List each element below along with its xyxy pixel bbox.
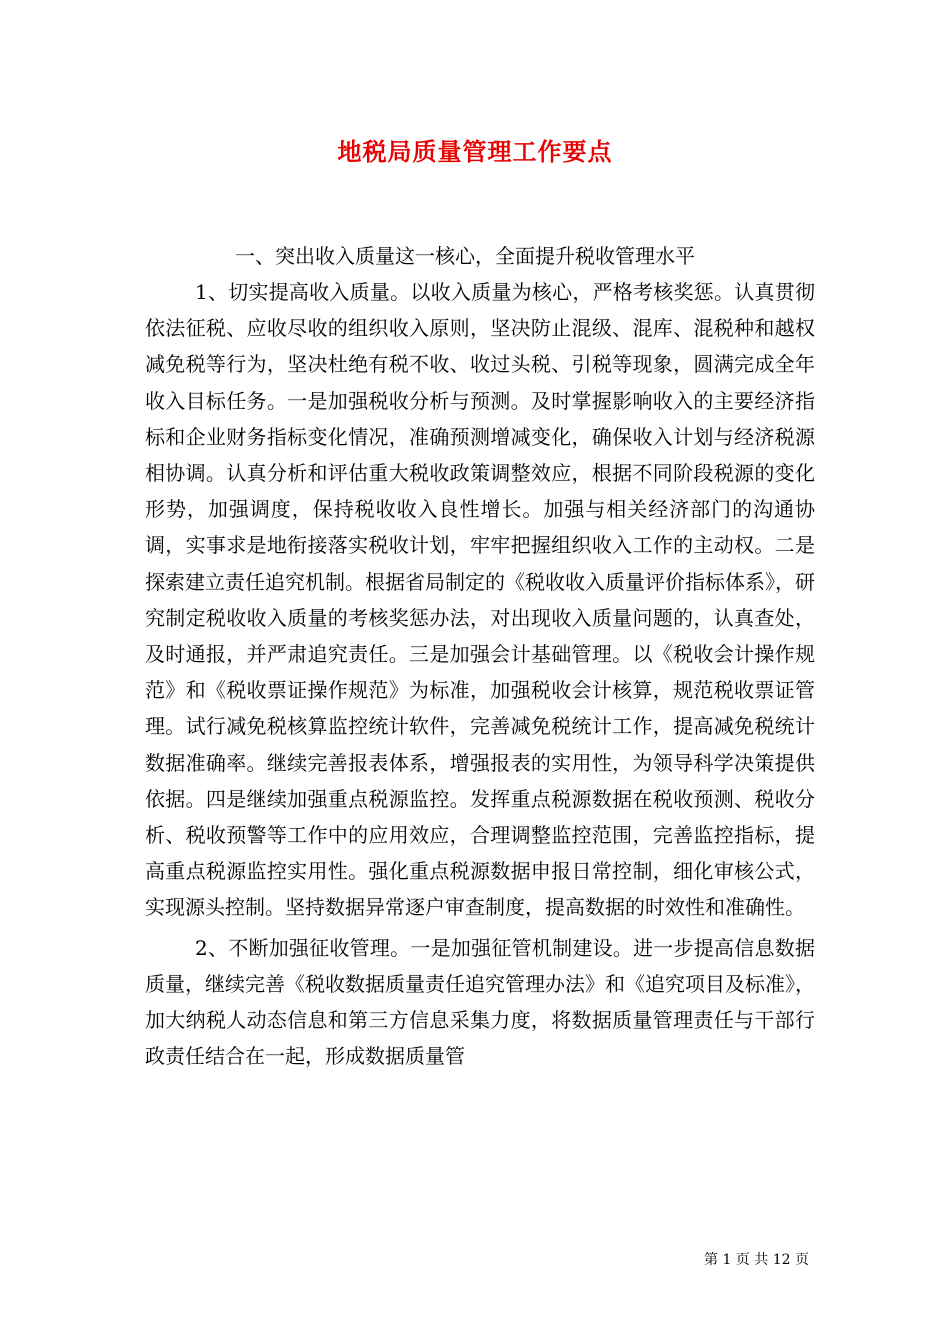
body-paragraph-1: 1、切实提高收入质量。以收入质量为核心，严格考核奖惩。认真贯彻依法征税、应收尽收的组织收入原则，坚决防止混级、混库、混税种和越权减免税等行为，坚决杜绝有税不收、收过头税、引税等现象，圆满完成全年收入目标任务。一是加强税收分析与预测。及时掌握影响收入的主要经济指标和企业财务指标变化情况，准确预测增减变化，确保收入计划与经济税源相协调。认真分析和评估重大税收政策调整效应，根据不同阶段税源的变化形势，加强调度，保持税收收入良性增长。加强与相关经济部门的沟通协调，实事求是地衔接落实税收计划，牢牢把握组织收入工作的主动权。二是探索建立责任追究机制。根据省局制定的《税收收入质量评价指标体系》，研究制定税收收入质量的考核奖惩办法，对出现收入质量问题的，认真查处，及时通报，并严肃追究责任。三是加强会计基础管理。以《税收会计操作规范》和《税收票证操作规范》为标准，加强税收会计核算，规范税收票证管理。试行减免税核算监控统计软件，完善减免税统计工作，提高减免税统计数据准确率。继续完善报表体系，增强报表的实用性，为领导科学决策提供依据。四是继续加强重点税源监控。发挥重点税源数据在税收预测、税收分析、税收预警等工作中的应用效应，合理调整监控范围，完善监控指标，提高重点税源监控实用性。强化重点税源数据申报日常控制，细化审核公式，实现源头控制。坚持数据异常逐户审查制度，提高数据的时效性和准确性。 [145,280,815,920]
document-body [145,238,815,1074]
page-number: 第 1 页 共 12 页 [704,1252,809,1268]
body-paragraph-2: 2、不断加强征收管理。一是加强征管机制建设。进一步提高信息数据质量，继续完善《税收数据质量责任追究管理办法》和《追究项目及标准》，加大纳税人动态信息和第三方信息采集力度，将数据质量管理责任与干部行政责任结合在一起，形成数据质量管 [145,935,815,1069]
document-title: 地税局质量管理工作要点 [337,137,613,166]
section-heading: 一、突出收入质量这一核心，全面提升税收管理水平 [235,244,695,268]
